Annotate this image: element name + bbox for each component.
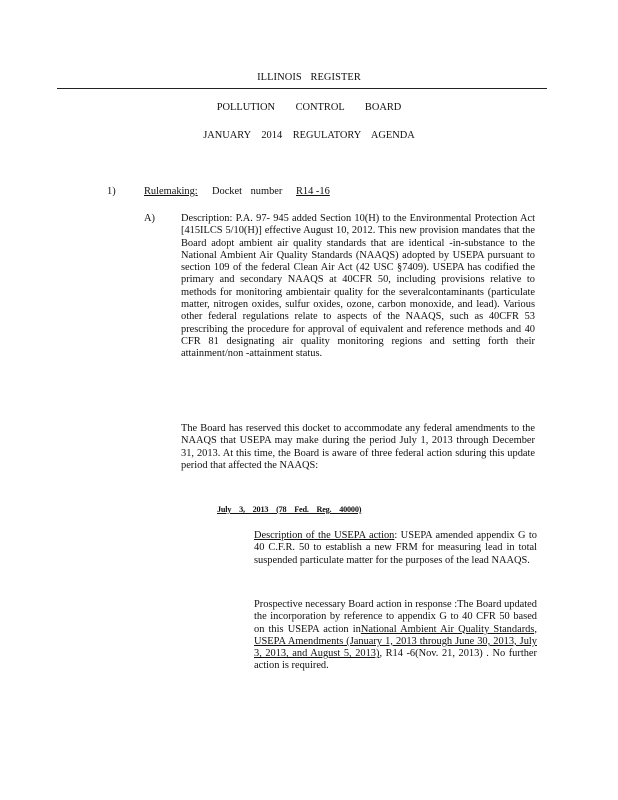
usepa-action-text: : USEPA amended appendix G to 40 C.F.R. 50 to establish a new FRM for measuring lead in total suspended particulate matter for the purposes of the lead NAAQS. (254, 530, 537, 566)
response-text: Prospective necessary Board action in response :The Board updated the incorporation by reference to appendix G to 40 CFR 50 based on this USEPA action in (254, 599, 537, 635)
agency-title: POLLUTION CONTROL BOARD (216, 102, 402, 113)
docket-label: Docket number (212, 186, 283, 197)
usepa-action-label: Description of the USEPA action (254, 530, 395, 541)
federal-register-subheading: July 3, 2013 (78 Fed. Reg. 40000) (217, 505, 362, 514)
register-title: ILLINOIS REGISTER (257, 72, 361, 83)
header-rule (57, 88, 547, 89)
agenda-title: JANUARY 2014 REGULATORY AGENDA (203, 130, 415, 141)
sub-item-letter: A) (144, 213, 155, 224)
board-response-paragraph (254, 599, 537, 673)
board-reserved-paragraph: The Board has reserved this docket to accommodate any federal amendments to the NAAQS that USEPA may make during the period July 1, 2013 through December 31, 2013. At this time, the Board is aware of three federal action sduring this update period that affected the NAAQS: (181, 423, 535, 471)
docket-number: R14 -16 (296, 186, 330, 197)
usepa-action-paragraph (254, 530, 537, 567)
description-paragraph: Description: P.A. 97- 945 added Section 10(H) to the Environmental Protection Act [415ILCS 5/10(H)] effective August 10, 2012. This new provision mandates that the Board adopt ambient air quality standards that are identical -in-substance to the National Ambient Air Quality Standards (NAAQS) adopted by USEPA pursuant to section 109 of the federal Clean Air Act (42 USC §7409). USEPA has codified the primary and secondary NAAQS at 40CFR 50, including provisions relative to methods for monitoring ambientair quality for the severalcontaminants (particulate matter, nitrogen oxides, sulfur oxides, ozone, carbon monoxide, and lead). Various other federal regulations relate to aspects of the NAAQS, such as 40CFR 53 prescribing the procedure for approval of equivalent and reference methods and 40 CFR 81 designating air quality monitoring regions and setting forth their attainment/non -attainment status. (181, 213, 535, 360)
response-text-end: , R14 -6(Nov. 21, 2013) . No further action is required. (254, 648, 537, 672)
response-citation: National Ambient Air Quality Standards, USEPA Amendments (January 1, 2013 through June 30, 2013, July 3, 2013, and August 5, 2013) (254, 623, 537, 660)
item-number: 1) (107, 186, 116, 197)
rulemaking-label: Rulemaking: (144, 186, 198, 197)
